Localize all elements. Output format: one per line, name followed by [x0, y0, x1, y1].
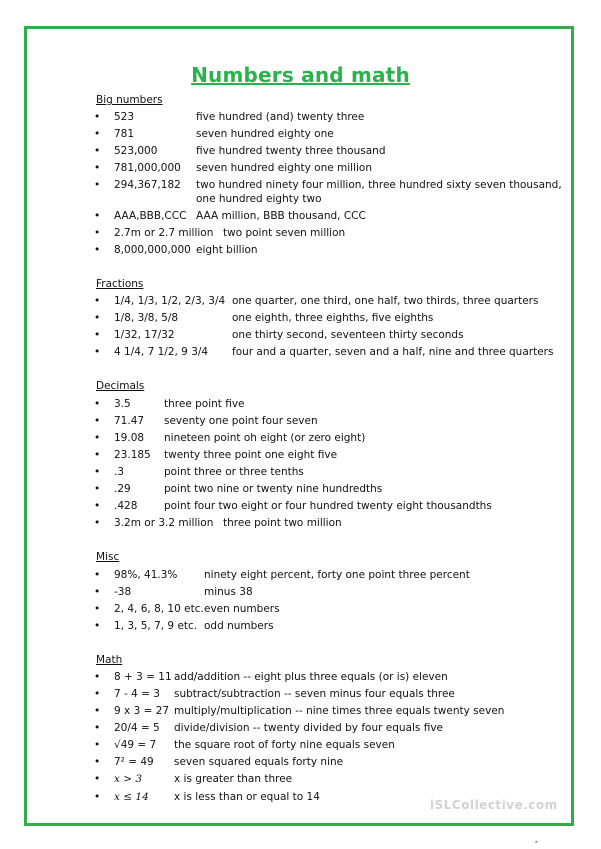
section-heading-fractions: Fractions: [96, 278, 144, 290]
page-mark: •: [534, 838, 539, 847]
section-heading-big-numbers: Big numbers: [96, 94, 163, 106]
section-heading-misc: Misc: [96, 551, 120, 563]
section-heading-math: Math: [96, 654, 123, 666]
section-heading-decimals: Decimals: [96, 380, 145, 392]
page-title: Numbers and math: [191, 63, 410, 87]
watermark: iSLCollective.com: [430, 798, 558, 812]
